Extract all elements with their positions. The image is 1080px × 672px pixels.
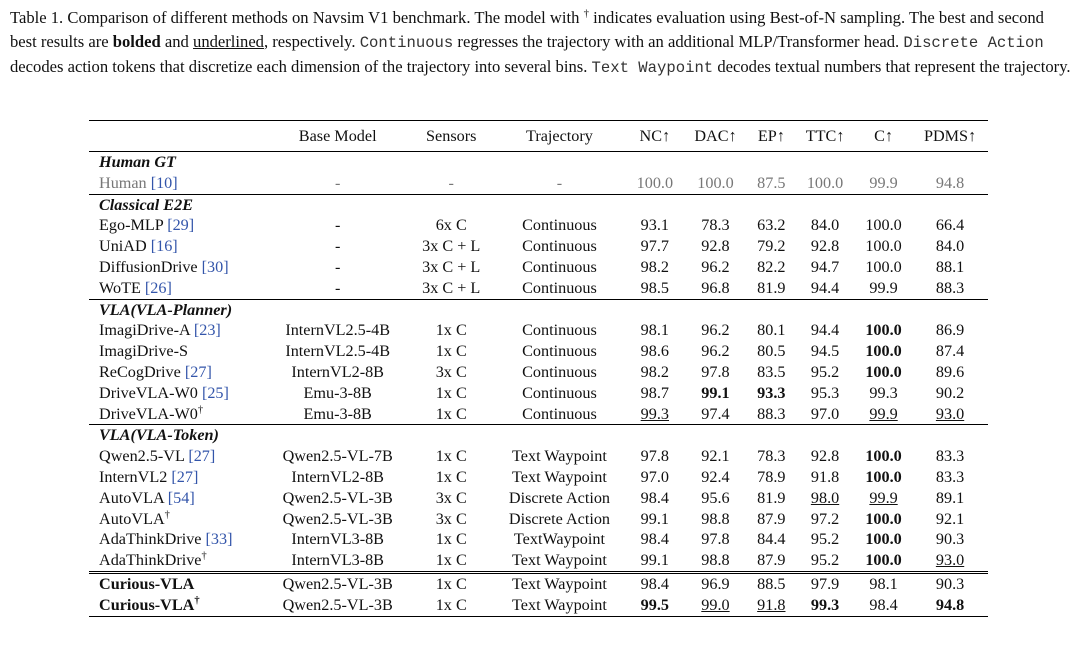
results-table	[89, 120, 988, 617]
ttc-cell: 94.4	[810, 278, 840, 297]
table-row	[89, 278, 988, 299]
nc-cell: 98.2	[640, 362, 669, 381]
c-cell: 100.0	[865, 237, 902, 256]
ttc-cell: 84.0	[810, 216, 840, 235]
method-cell	[89, 383, 266, 404]
base-model-cell: InternVL3-8B	[291, 530, 384, 549]
ep-cell: 87.5	[757, 173, 786, 192]
ttc-cell: 98.0	[810, 488, 840, 507]
group-header-row	[89, 152, 988, 173]
ttc-cell: 95.2	[810, 551, 840, 570]
method-cell	[89, 509, 266, 530]
ep-cell: 81.9	[757, 278, 786, 297]
trajectory-cell: Continuous	[522, 257, 597, 276]
header-c: C↑	[874, 127, 893, 145]
base-model-cell: -	[334, 237, 341, 256]
header-row	[89, 121, 988, 152]
caption-term-discrete: Discrete Action	[903, 33, 1044, 52]
table-row	[89, 341, 988, 362]
method-name: AutoVLA	[99, 509, 165, 528]
caption-text-2: indicates evaluation using Best-of-N sampling.	[593, 8, 906, 27]
citation-ref: [54]	[167, 488, 195, 507]
base-model-cell: -	[334, 216, 341, 235]
c-cell: 100.0	[865, 551, 902, 570]
method-name: Curious-VLA	[99, 595, 195, 614]
trajectory-cell: Continuous	[522, 321, 597, 340]
ep-cell: 63.2	[757, 216, 786, 235]
pdms-cell: 83.3	[935, 447, 965, 466]
ep-cell: 91.8	[757, 595, 786, 614]
nc-cell: 100.0	[636, 173, 674, 192]
base-model-cell: InternVL3-8B	[291, 551, 384, 570]
ttc-cell: 95.2	[810, 530, 840, 549]
dac-cell: 96.2	[701, 257, 730, 276]
trajectory-cell: Continuous	[522, 278, 597, 297]
c-cell: 100.0	[865, 342, 902, 361]
ep-cell: 84.4	[757, 530, 786, 549]
trajectory-cell: Continuous	[522, 383, 597, 402]
method-name: WoTE	[99, 278, 141, 297]
sensors-cell: 3x C + L	[422, 278, 481, 297]
group-title: Human GT	[99, 153, 176, 171]
method-name: InternVL2	[99, 467, 168, 486]
nc-cell: 97.8	[640, 447, 669, 466]
caption-text-3: The best and second best results are	[10, 8, 1044, 51]
base-model-cell: Qwen2.5-VL-7B	[282, 447, 393, 466]
table-row	[89, 572, 988, 594]
method-cell	[89, 362, 266, 383]
citation-ref: [27]	[184, 362, 212, 381]
ep-cell: 93.3	[757, 383, 786, 402]
header-sensors: Sensors	[426, 127, 477, 145]
table-row	[89, 467, 988, 488]
nc-cell: 99.1	[640, 551, 669, 570]
ep-cell: 78.3	[757, 447, 786, 466]
sensors-cell: 3x C	[435, 509, 467, 528]
dac-cell: 100.0	[697, 173, 734, 192]
ttc-cell: 97.9	[810, 574, 840, 593]
pdms-cell: 93.0	[935, 404, 965, 423]
trajectory-cell: -	[556, 173, 563, 192]
caption-text-6: regresses the trajectory with an additional MLP/Transformer head.	[457, 31, 900, 51]
dagger-mark: †	[197, 404, 204, 416]
base-model-cell: Emu-3-8B	[303, 404, 372, 423]
table-row	[89, 362, 988, 383]
dac-cell: 92.4	[701, 467, 730, 486]
ttc-cell: 94.5	[810, 342, 840, 361]
group-title: Classical E2E	[99, 195, 193, 214]
base-model-cell: -	[334, 257, 341, 276]
sensors-cell: 1x C	[435, 595, 467, 614]
pdms-cell: 93.0	[935, 551, 965, 570]
table-row	[89, 446, 988, 467]
citation-ref: [27]	[171, 467, 199, 486]
sensors-cell: -	[448, 173, 454, 192]
sensors-cell: 6x C	[435, 216, 467, 235]
dac-cell: 97.8	[701, 362, 730, 381]
dac-cell: 92.1	[701, 447, 730, 466]
ttc-cell: 100.0	[806, 173, 844, 192]
c-cell: 100.0	[865, 447, 902, 466]
trajectory-cell: Discrete Action	[508, 488, 611, 507]
sensors-cell: 3x C	[435, 362, 467, 381]
sensors-cell: 1x C	[435, 530, 467, 549]
dagger-mark: †	[201, 550, 207, 562]
pdms-cell: 92.1	[935, 509, 965, 528]
trajectory-cell: Discrete Action	[508, 509, 611, 528]
dac-cell: 98.8	[701, 509, 730, 528]
method-cell	[89, 467, 266, 488]
base-model-cell: InternVL2-8B	[291, 362, 384, 381]
group-header-row	[89, 299, 988, 320]
table-row	[89, 383, 988, 404]
table-row	[89, 173, 988, 194]
nc-cell: 97.0	[640, 467, 669, 486]
header-base-model: Base Model	[298, 127, 377, 145]
c-cell: 99.3	[869, 383, 898, 402]
ttc-cell: 97.0	[810, 404, 840, 423]
sensors-cell: 1x C	[435, 551, 467, 570]
ep-cell: 79.2	[757, 237, 786, 256]
group-header-row	[89, 425, 988, 446]
table-row	[89, 509, 988, 530]
dac-cell: 97.4	[701, 404, 730, 423]
pdms-cell: 90.3	[935, 574, 965, 593]
c-cell: 100.0	[865, 216, 902, 235]
ep-cell: 83.5	[757, 362, 786, 381]
nc-cell: 98.7	[640, 383, 669, 402]
ttc-cell: 95.2	[810, 362, 840, 381]
pdms-cell: 90.3	[935, 530, 965, 549]
trajectory-cell: Text Waypoint	[512, 551, 607, 570]
nc-cell: 98.1	[640, 321, 669, 340]
c-cell: 99.9	[869, 488, 898, 507]
sensors-cell: 1x C	[435, 447, 467, 466]
sensors-cell: 1x C	[435, 383, 467, 402]
c-cell: 99.9	[869, 278, 898, 297]
ttc-cell: 97.2	[810, 509, 840, 528]
sensors-cell: 3x C	[435, 488, 467, 507]
method-cell	[89, 446, 266, 467]
sensors-cell: 1x C	[435, 574, 467, 593]
method-cell	[89, 572, 266, 594]
trajectory-cell: Continuous	[522, 216, 597, 235]
nc-cell: 99.3	[640, 404, 669, 423]
dac-cell: 78.3	[701, 216, 730, 235]
caption-text-7: decodes action tokens that discretize each dimension of the trajectory into several bins.	[10, 57, 588, 77]
c-cell: 99.9	[869, 404, 898, 423]
trajectory-cell: Continuous	[522, 237, 597, 256]
caption-text-1: Comparison of different methods on Navsim V1 benchmark. The model with	[67, 8, 580, 27]
table-row	[89, 529, 988, 550]
pdms-cell: 89.1	[935, 488, 965, 507]
header-ep: EP↑	[757, 127, 785, 145]
caption-label: Table 1.	[10, 8, 64, 27]
pdms-cell: 88.3	[935, 278, 965, 297]
c-cell: 100.0	[865, 257, 902, 276]
base-model-cell: Qwen2.5-VL-3B	[282, 574, 393, 593]
sensors-cell: 1x C	[435, 467, 467, 486]
table-row	[89, 215, 988, 236]
ttc-cell: 94.7	[810, 257, 840, 276]
nc-cell: 99.1	[640, 509, 669, 528]
trajectory-cell: Text Waypoint	[512, 574, 607, 593]
header-nc: NC↑	[639, 127, 671, 145]
dagger-mark: †	[164, 509, 170, 521]
pdms-cell: 94.8	[935, 595, 965, 614]
table-row	[89, 595, 988, 616]
method-cell	[89, 488, 266, 509]
nc-cell: 98.4	[640, 530, 669, 549]
ep-cell: 82.2	[757, 257, 786, 276]
method-name: ImagiDrive-A	[99, 321, 190, 340]
citation-ref: [23]	[193, 321, 221, 340]
ttc-cell: 95.3	[810, 383, 840, 402]
sensors-cell: 1x C	[435, 342, 467, 361]
c-cell: 99.9	[869, 173, 898, 192]
base-model-cell: -	[334, 173, 341, 192]
trajectory-cell: Text Waypoint	[512, 595, 607, 614]
method-cell	[89, 173, 266, 194]
method-cell	[89, 341, 266, 362]
citation-ref: [25]	[201, 383, 229, 402]
citation-ref: [16]	[150, 237, 178, 256]
method-cell	[89, 236, 266, 257]
method-name: Qwen2.5-VL	[99, 447, 185, 466]
header-dac: DAC↑	[694, 127, 737, 145]
caption-bolded: bolded	[112, 31, 161, 51]
c-cell: 98.1	[869, 574, 898, 593]
nc-cell: 98.4	[640, 488, 669, 507]
dac-cell: 99.0	[701, 595, 730, 614]
group-title: VLA(VLA-Token)	[99, 426, 219, 445]
method-name: Human	[99, 173, 147, 192]
ttc-cell: 99.3	[810, 595, 840, 614]
method-cell	[89, 404, 266, 425]
ep-cell: 88.3	[757, 404, 786, 423]
group-header-row	[89, 194, 988, 215]
ep-cell: 88.5	[757, 574, 786, 593]
method-name: AdaThinkDrive	[99, 551, 202, 570]
header-method	[89, 121, 266, 152]
ep-cell: 87.9	[757, 509, 786, 528]
table-body	[89, 152, 988, 617]
dac-cell: 92.8	[701, 237, 730, 256]
caption-term-continuous: Continuous	[359, 33, 454, 52]
base-model-cell: Qwen2.5-VL-3B	[282, 488, 393, 507]
base-model-cell: Qwen2.5-VL-3B	[282, 509, 393, 528]
c-cell: 100.0	[865, 530, 902, 549]
method-cell	[89, 595, 266, 616]
base-model-cell: Emu-3-8B	[303, 383, 372, 402]
caption-text-5: , respectively.	[263, 31, 356, 51]
pdms-cell: 84.0	[935, 237, 965, 256]
nc-cell: 99.5	[640, 595, 669, 614]
table-row	[89, 236, 988, 257]
citation-ref: [29]	[167, 216, 195, 235]
method-name: DriveVLA-W0	[99, 404, 198, 423]
method-cell	[89, 257, 266, 278]
trajectory-cell: Text Waypoint	[512, 467, 607, 486]
nc-cell: 98.6	[640, 342, 669, 361]
table-row	[89, 488, 988, 509]
pdms-cell: 88.1	[935, 257, 965, 276]
method-cell	[89, 550, 266, 572]
sensors-cell: 1x C	[435, 404, 467, 423]
pdms-cell: 94.8	[935, 173, 965, 192]
trajectory-cell: Continuous	[522, 404, 597, 423]
trajectory-cell: TextWaypoint	[513, 530, 605, 549]
dac-cell: 96.2	[701, 321, 730, 340]
dagger-mark: †	[194, 595, 200, 607]
nc-cell: 98.4	[640, 574, 669, 593]
base-model-cell: Qwen2.5-VL-3B	[282, 595, 393, 614]
caption-text-4: and	[164, 31, 189, 51]
trajectory-cell: Continuous	[522, 362, 597, 381]
nc-cell: 98.5	[640, 278, 669, 297]
citation-ref: [30]	[201, 257, 229, 276]
pdms-cell: 87.4	[935, 342, 965, 361]
pdms-cell: 89.6	[935, 362, 965, 381]
ttc-cell: 91.8	[810, 467, 840, 486]
ttc-cell: 92.8	[810, 237, 840, 256]
dac-cell: 96.8	[701, 278, 730, 297]
pdms-cell: 86.9	[935, 321, 965, 340]
method-cell	[89, 215, 266, 236]
table-row	[89, 257, 988, 278]
header-trajectory: Trajectory	[526, 127, 593, 145]
dac-cell: 98.8	[701, 551, 730, 570]
method-cell	[89, 320, 266, 341]
pdms-cell: 66.4	[935, 216, 965, 235]
table-row	[89, 550, 988, 572]
method-name: ImagiDrive-S	[99, 342, 189, 361]
method-cell	[89, 529, 266, 550]
method-name: DriveVLA-W0	[99, 383, 198, 402]
dac-cell: 96.2	[701, 342, 730, 361]
nc-cell: 93.1	[640, 216, 669, 235]
table-row	[89, 320, 988, 341]
ep-cell: 81.9	[757, 488, 786, 507]
caption-text-8: decodes textual numbers that represent the trajectory.	[717, 57, 1071, 77]
citation-ref: [10]	[150, 173, 178, 192]
c-cell: 100.0	[865, 509, 902, 528]
pdms-cell: 90.2	[935, 383, 965, 402]
trajectory-cell: Text Waypoint	[512, 447, 607, 466]
dac-cell: 96.9	[701, 574, 730, 593]
caption-term-text: Text Waypoint	[591, 59, 714, 78]
sensors-cell: 3x C + L	[422, 237, 481, 256]
header-pdms: PDMS↑	[923, 127, 977, 145]
sensors-cell: 3x C + L	[422, 257, 481, 276]
base-model-cell: InternVL2-8B	[291, 467, 384, 486]
pdms-cell: 83.3	[935, 467, 965, 486]
ep-cell: 80.1	[757, 321, 786, 340]
sensors-cell: 1x C	[435, 321, 467, 340]
c-cell: 100.0	[865, 321, 902, 340]
citation-ref: [26]	[144, 278, 172, 297]
base-model-cell: InternVL2.5-4B	[285, 321, 391, 340]
header-ttc: TTC↑	[805, 127, 845, 145]
method-name: AutoVLA	[99, 488, 164, 507]
ep-cell: 87.9	[757, 551, 786, 570]
ttc-cell: 92.8	[810, 447, 840, 466]
nc-cell: 97.7	[640, 237, 669, 256]
c-cell: 100.0	[865, 467, 902, 486]
nc-cell: 98.2	[640, 257, 669, 276]
ep-cell: 80.5	[757, 342, 786, 361]
method-name: DiffusionDrive	[99, 257, 198, 276]
trajectory-cell: Continuous	[522, 342, 597, 361]
method-name: AdaThinkDrive	[99, 530, 202, 549]
citation-ref: [33]	[205, 530, 233, 549]
c-cell: 100.0	[865, 362, 902, 381]
citation-ref: [27]	[188, 447, 216, 466]
method-name: UniAD	[99, 237, 147, 256]
table-row	[89, 404, 988, 425]
caption-dagger: †	[583, 7, 589, 20]
ep-cell: 78.9	[757, 467, 786, 486]
base-model-cell: -	[334, 278, 341, 297]
method-name: ReCogDrive	[99, 362, 181, 381]
method-name: Ego-MLP	[99, 216, 164, 235]
base-model-cell: InternVL2.5-4B	[285, 342, 391, 361]
group-title: VLA(VLA-Planner)	[99, 300, 233, 319]
c-cell: 98.4	[869, 595, 898, 614]
ttc-cell: 94.4	[810, 321, 840, 340]
dac-cell: 95.6	[701, 488, 730, 507]
table-caption	[10, 6, 1072, 81]
dac-cell: 97.8	[701, 530, 730, 549]
method-name: Curious-VLA	[99, 574, 195, 593]
method-cell	[89, 278, 266, 299]
dac-cell: 99.1	[701, 383, 730, 402]
caption-underlined: underlined	[193, 31, 264, 51]
